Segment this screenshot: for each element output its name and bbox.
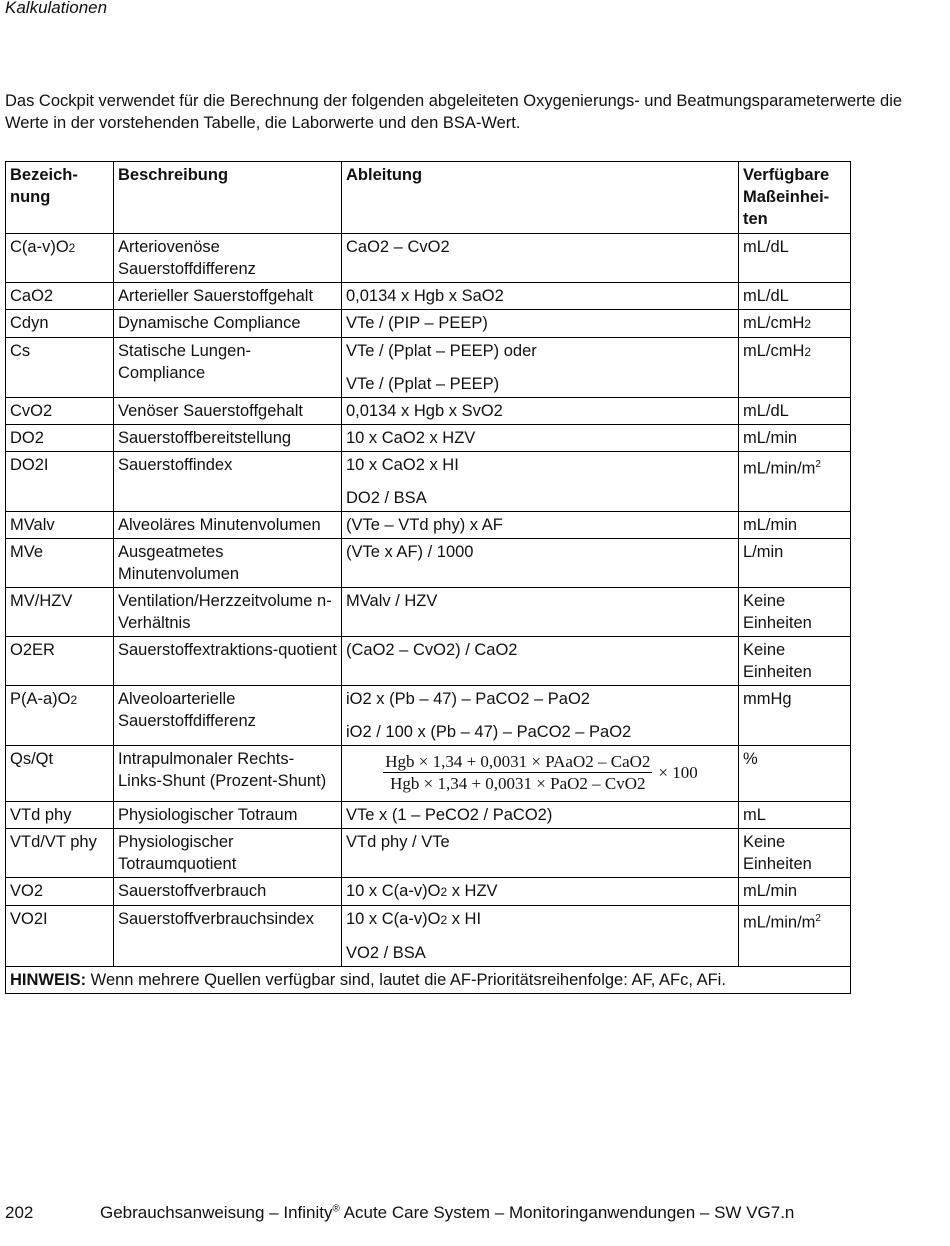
cell-description: Physiologischer Totraum [114, 802, 342, 829]
cell-derivation: 10 x C(a-v)O2 x HZV [342, 878, 739, 906]
cell-unit: mL/min [739, 878, 851, 906]
note-text: Wenn mehrere Quellen verfügbar sind, lautet die AF-Prioritätsreihenfolge: AF, AFc, AFi. [86, 971, 726, 989]
cell-name: P(A-a)O2 [6, 686, 114, 746]
cell-unit: mL/min [739, 512, 851, 539]
cell-description: Dynamische Compliance [114, 310, 342, 338]
cell-name: VO2 [6, 878, 114, 906]
cell-derivation: (VTe – VTd phy) x AF [342, 512, 739, 539]
cell-description: Ausgeatmetes Minutenvolumen [114, 539, 342, 588]
cell-description: Sauerstoffverbrauchsindex [114, 906, 342, 967]
table-row [6, 802, 851, 829]
cell-unit: mmHg [739, 686, 851, 746]
cell-name: MV/HZV [6, 588, 114, 637]
cell-unit: % [739, 746, 851, 802]
cell-derivation: 0,0134 x Hgb x SvO2 [342, 398, 739, 425]
page-number: 202 [5, 1203, 34, 1222]
table-note-row [6, 967, 851, 994]
cell-derivation: VTe / (PIP – PEEP) [342, 310, 739, 338]
table-row [6, 637, 851, 686]
note-cell [6, 967, 851, 994]
formula-denominator: Hgb × 1,34 + 0,0031 × PaO2 – CvO2 [390, 774, 646, 793]
table-row [6, 310, 851, 338]
cell-derivation: iO2 x (Pb – 47) – PaCO2 – PaO2 iO2 / 100 x (Pb – 47) – PaCO2 – PaO2 [342, 686, 739, 746]
column-header-units: Verfügbare Maßeinhei-ten [739, 162, 851, 234]
table-row [6, 878, 851, 906]
cell-description: Statische Lungen-Compliance [114, 338, 342, 398]
note-label: HINWEIS: [10, 971, 87, 989]
table-row [6, 234, 851, 283]
table-row [6, 338, 851, 398]
cell-description: Intrapulmonaler Rechts-Links-Shunt (Prozent-Shunt) [114, 746, 342, 802]
cell-description: Alveoläres Minutenvolumen [114, 512, 342, 539]
cell-description: Arterieller Sauerstoffgehalt [114, 283, 342, 310]
cell-unit: mL/cmH2 [739, 338, 851, 398]
cell-name: MValv [6, 512, 114, 539]
cell-name: Cs [6, 338, 114, 398]
page-header-title: Kalkulationen [5, 0, 108, 17]
table-row [6, 398, 851, 425]
cell-unit: Keine Einheiten [739, 829, 851, 878]
cell-name: Qs/Qt [6, 746, 114, 802]
table-row [6, 283, 851, 310]
shunt-formula [346, 748, 735, 799]
cell-derivation: 10 x CaO2 x HZV [342, 425, 739, 452]
cell-description: Arteriovenöse Sauerstoffdifferenz [114, 234, 342, 283]
cell-description: Sauerstoffbereitstellung [114, 425, 342, 452]
cell-derivation: VTe x (1 – PeCO2 / PaCO2) [342, 802, 739, 829]
column-header-description: Beschreibung [114, 162, 342, 234]
cell-name: VO2I [6, 906, 114, 967]
formula-fraction [383, 752, 652, 793]
cell-derivation: 10 x CaO2 x HI DO2 / BSA [342, 452, 739, 512]
column-header-derivation: Ableitung [342, 162, 739, 234]
cell-unit: mL/dL [739, 234, 851, 283]
cell-name: Cdyn [6, 310, 114, 338]
cell-unit: $mL/\min/m^2$ [739, 906, 851, 967]
table-row [6, 425, 851, 452]
cell-derivation: 10 x C(a-v)O2 x HI VO2 / BSA [342, 906, 739, 967]
table-row [6, 539, 851, 588]
cell-name: VTd phy [6, 802, 114, 829]
cell-unit: mL/dL [739, 398, 851, 425]
cell-unit: mL [739, 802, 851, 829]
cell-name: DO2I [6, 452, 114, 512]
cell-derivation: MValv / HZV [342, 588, 739, 637]
cell-name: C(a-v)O2 [6, 234, 114, 283]
cell-name: VTd/VT phy [6, 829, 114, 878]
cell-derivation: VTe / (Pplat – PEEP) oder VTe / (Pplat – PEEP) [342, 338, 739, 398]
cell-unit: mL/min [739, 425, 851, 452]
cell-name: O2ER [6, 637, 114, 686]
cell-unit: $mL/\min/m^2$ [739, 452, 851, 512]
cell-unit: Keine Einheiten [739, 588, 851, 637]
cell-name: CaO2 [6, 283, 114, 310]
table-row [6, 829, 851, 878]
table-row [6, 686, 851, 746]
cell-derivation [342, 746, 739, 802]
cell-unit: mL/cmH2 [739, 310, 851, 338]
cell-name: MVe [6, 539, 114, 588]
cell-description: Physiologischer Totraumquotient [114, 829, 342, 878]
cell-derivation: (CaO2 – CvO2) / CaO2 [342, 637, 739, 686]
cell-unit: L/min [739, 539, 851, 588]
cell-name: DO2 [6, 425, 114, 452]
cell-description: Ventilation/Herzzeitvolume n-Verhältnis [114, 588, 342, 637]
cell-description: Sauerstoffindex [114, 452, 342, 512]
formula-numerator: Hgb × 1,34 + 0,0031 × PAaO2 – CaO2 [385, 752, 651, 771]
cell-name: CvO2 [6, 398, 114, 425]
table-row [6, 588, 851, 637]
cell-description: Venöser Sauerstoffgehalt [114, 398, 342, 425]
table-row [6, 512, 851, 539]
cell-derivation: 0,0134 x Hgb x SaO2 [342, 283, 739, 310]
table-row [6, 452, 851, 512]
cell-description: Alveoloarterielle Sauerstoffdifferenz [114, 686, 342, 746]
cell-description: Sauerstoffverbrauch [114, 878, 342, 906]
document-title: Gebrauchsanweisung – Infinity® Acute Care System – Monitoringanwendungen – SW VG7.n [100, 1203, 795, 1222]
cell-description: Sauerstoffextraktions-quotient [114, 637, 342, 686]
cell-unit: Keine Einheiten [739, 637, 851, 686]
cell-unit: mL/dL [739, 283, 851, 310]
formula-factor: × 100 [658, 762, 698, 782]
table-row [6, 906, 851, 967]
cell-derivation: CaO2 – CvO2 [342, 234, 739, 283]
cell-derivation: VTd phy / VTe [342, 829, 739, 878]
intro-paragraph: Das Cockpit verwendet für die Berechnung der folgenden abgeleiteten Oxygenierungs- und Beatmungsparameterwerte die Werte in der vorstehenden Tabelle, die Laborwerte und den BSA-Wert. [5, 92, 903, 132]
calculations-table [5, 161, 851, 994]
column-header-name: Bezeich-nung [6, 162, 114, 234]
cell-derivation: (VTe x AF) / 1000 [342, 539, 739, 588]
table-row [6, 746, 851, 802]
table-header-row [6, 162, 851, 234]
